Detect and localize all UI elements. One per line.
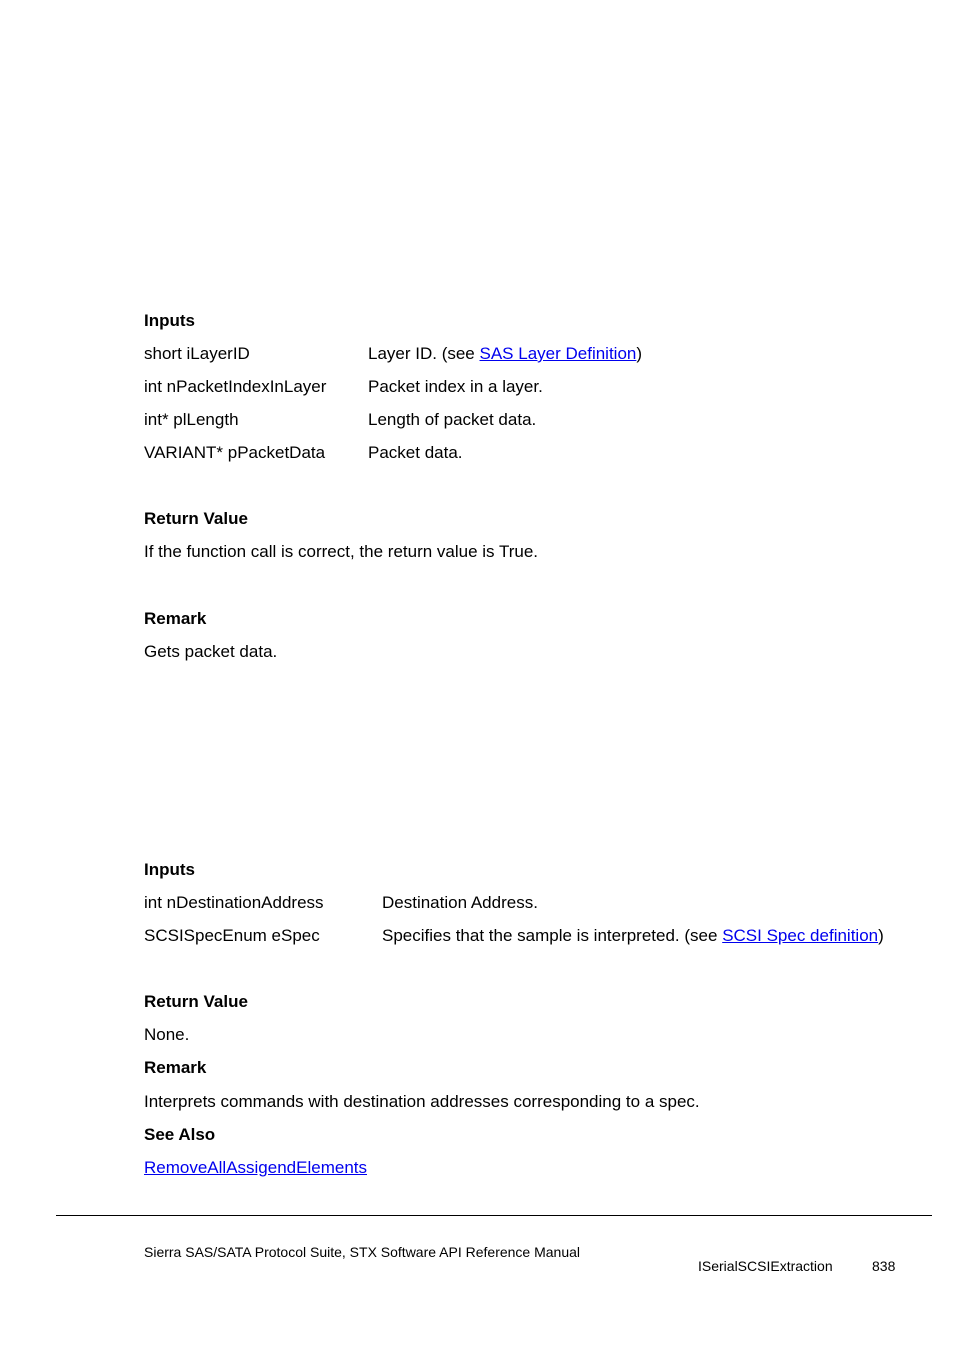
inputs-heading: Inputs bbox=[144, 311, 195, 330]
scsi-spec-definition-link[interactable]: SCSI Spec definition bbox=[722, 926, 879, 945]
param-name: SCSISpecEnum eSpec bbox=[144, 926, 320, 945]
param-description: Length of packet data. bbox=[368, 410, 537, 429]
param-name: VARIANT* pPacketData bbox=[144, 443, 326, 462]
footer-divider bbox=[56, 1215, 932, 1216]
param-description: Packet data. bbox=[368, 443, 463, 462]
footer-page-number: 838 bbox=[872, 1258, 896, 1274]
remark-text: Gets packet data. bbox=[144, 642, 278, 661]
param-name: int* plLength bbox=[144, 410, 239, 429]
param-description: Destination Address. bbox=[382, 893, 538, 912]
sas-layer-definition-link[interactable]: SAS Layer Definition bbox=[479, 344, 637, 363]
inputs-heading: Inputs bbox=[144, 860, 195, 879]
param-name: short iLayerID bbox=[144, 344, 250, 363]
param-name: int nPacketIndexInLayer bbox=[144, 377, 327, 396]
return-value-heading: Return Value bbox=[144, 509, 248, 528]
remark-text: Interprets commands with destination addresses corresponding to a spec. bbox=[144, 1092, 700, 1111]
remark-heading: Remark bbox=[144, 1058, 207, 1077]
remark-heading: Remark bbox=[144, 609, 207, 628]
remove-all-assigend-elements-link[interactable]: RemoveAllAssigendElements bbox=[144, 1158, 367, 1177]
footer-manual-title: Sierra SAS/SATA Protocol Suite, STX Software API Reference Manual bbox=[144, 1244, 581, 1260]
param-desc-prefix: Layer ID. (see bbox=[368, 344, 480, 363]
param-desc-suffix: ) bbox=[636, 344, 643, 363]
footer-section-name: ISerialSCSIExtraction bbox=[698, 1258, 833, 1274]
see-also-item bbox=[144, 1158, 367, 1178]
param-description bbox=[368, 344, 642, 364]
param-description: Packet index in a layer. bbox=[368, 377, 543, 396]
return-value-text: If the function call is correct, the return value is True. bbox=[144, 542, 539, 561]
return-value-text: None. bbox=[144, 1025, 190, 1044]
param-name: int nDestinationAddress bbox=[144, 893, 324, 912]
param-description bbox=[382, 926, 884, 946]
see-also-heading: See Also bbox=[144, 1125, 216, 1144]
return-value-heading: Return Value bbox=[144, 992, 248, 1011]
param-desc-prefix: Specifies that the sample is interpreted. (see bbox=[382, 926, 723, 945]
param-desc-suffix: ) bbox=[878, 926, 884, 945]
